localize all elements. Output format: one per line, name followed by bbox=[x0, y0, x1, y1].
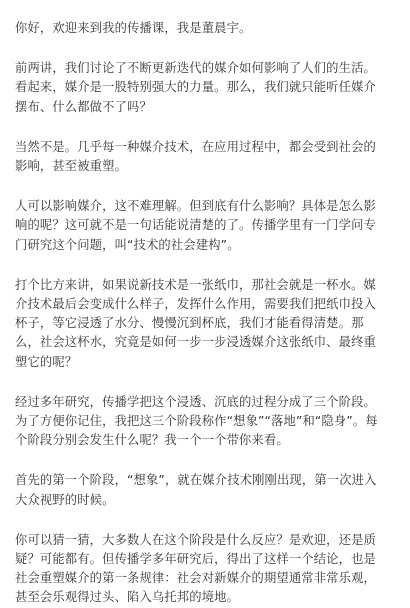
concept-paragraph: 人可以影响媒介，这不难理解。但到底有什么影响？具体是怎么影响的呢？这可就不是一句话能说清楚的了。传播学里有一门学问专门研究这个问题，叫“技术的社会建构”。 bbox=[15, 199, 376, 252]
first-stage-paragraph: 首先的第一个阶段，“想象”，就在媒介技术刚刚出现，第一次进入大众视野的时候。 bbox=[15, 473, 377, 507]
stages-paragraph: 经过多年研究，传播学把这个浸透、沉底的过程分成了三个阶段。为了方便你记住，我把这三个阶段称作“想象”“落地”和“隐身”。每个阶段分别会发生什么呢？我一个一个带你来看。 bbox=[15, 394, 378, 448]
greeting-paragraph: 你好，欢迎来到我的传播课，我是董晨宇。 bbox=[15, 21, 252, 35]
first-rule-paragraph: 你可以猜一猜，大多数人在这个阶段是什么反应？是欢迎，还是质疑？可能都有。但传播学多年研究后，得出了这样一个结论，也是社会重塑媒介的第一条规律：社会对新媒介的期望通常非常乐观，甚至会乐观得过头、陷入乌托邦的境地。 bbox=[15, 532, 376, 605]
recap-paragraph: 前两讲，我们讨论了不断更新迭代的媒介如何影响了人们的生活。看起来，媒介是一股特别强大的力量。那么，我们就只能听任媒介摆布、什么都做不了吗？ bbox=[15, 61, 376, 114]
answer-paragraph: 当然不是。几乎每一种媒介技术，在应用过程中，都会受到社会的影响，甚至被重塑。 bbox=[15, 139, 376, 174]
analogy-paragraph: 打个比方来讲，如果说新技术是一张纸巾，那社会就是一杯水。媒介技术最后会变成什么样子，发挥什么作用，需要我们把纸巾投入杯子，等它浸透了水分、慢慢沉到杯底，我们才能看得清楚。那么，社会这杯水，究竟是如何一步一步浸透媒介这张纸巾、最终重塑它的呢？ bbox=[15, 277, 376, 369]
